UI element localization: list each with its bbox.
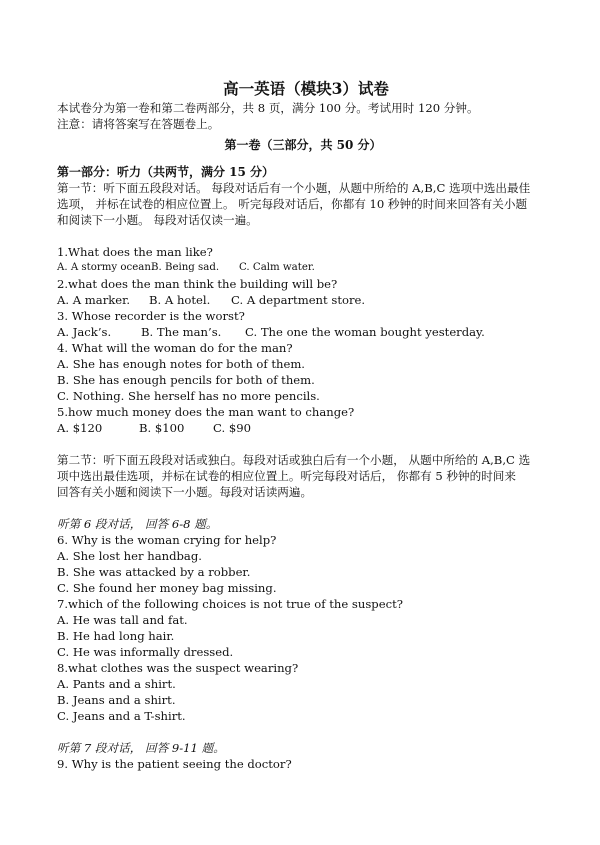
question-1-options <box>57 260 549 276</box>
question-9: 9. Why is the patient seeing the doctor? <box>57 757 292 771</box>
question-3: 3. Whose recorder is the worst? <box>57 309 245 323</box>
intro-line-2: 注意：请将答案写在答题卷上。 <box>57 117 220 131</box>
question-6: 6. Why is the woman crying for help? <box>57 533 277 547</box>
section1-instructions-line: 第一节：听下面五段段对话。 每段对话后有一个小题，从题中所给的 A,B,C 选项中选出最佳 <box>57 181 531 195</box>
section2-instructions-line: 第二节：听下面五段段对话或独白。每段对话或独白后有一个小题， 从题中所给的 A,B,C 选 <box>57 453 531 467</box>
question-7: 7.which of the following choices is not true of the suspect? <box>57 597 403 611</box>
question-5: 5.how much money does the man want to change? <box>57 405 355 419</box>
option-b: B. Being sad. <box>151 262 220 273</box>
option-a: A. A marker. <box>57 293 131 307</box>
question-4: 4. What will the woman do for the man? <box>57 341 293 355</box>
question-5-options <box>57 420 549 436</box>
option-b: B. A hotel. <box>149 293 211 307</box>
option-c: C. The one the woman bought yesterday. <box>245 325 485 339</box>
option-c: C. He was informally dressed. <box>57 645 234 659</box>
question-3-options <box>57 324 549 340</box>
option-b: B. Jeans and a shirt. <box>57 693 176 707</box>
section2-instructions <box>57 452 549 500</box>
section2-instructions-line: 项中选出最佳选项，并标在试卷的相应位置上。听完每段对话后， 你都有 5 秒钟的时间来 <box>57 469 516 483</box>
section1-instructions-line: 选项， 并标在试卷的相应位置上。 听完每段对话后，你都有 10 秒钟的时间来回答有关小题 <box>57 197 528 211</box>
option-b: B. She was attacked by a robber. <box>57 565 251 579</box>
option-c: C. Calm water. <box>239 262 315 273</box>
section1-instructions <box>57 180 549 228</box>
option-c: C. A department store. <box>231 293 366 307</box>
option-c: C. She found her money bag missing. <box>57 581 277 595</box>
question-1: 1.What does the man like? <box>57 245 213 259</box>
section2-instructions-line: 回答有关小题和阅读下一小题。每段对话读两遍。 <box>57 485 313 499</box>
dialog6-heading: 听第 6 段对话， 回答 6-8 题。 <box>57 517 218 531</box>
exam-title: 高一英语（模块3）试卷 <box>223 79 389 98</box>
section1-instructions-line: 和阅读下一小题。 每段对话仅读一遍。 <box>57 213 258 227</box>
option-b: B. $100 <box>139 421 185 435</box>
option-a: A. She lost her handbag. <box>57 549 202 563</box>
part1-heading: 第一部分：听力（共两节，满分 15 分） <box>57 165 275 179</box>
option-b: B. She has enough pencils for both of them. <box>57 373 315 387</box>
question-8: 8.what clothes was the suspect wearing? <box>57 661 299 675</box>
volume1-title: 第一卷（三部分，共 50 分） <box>224 138 382 152</box>
question-2-options <box>57 292 549 308</box>
option-a: A. He was tall and fat. <box>57 613 188 627</box>
option-c: C. Jeans and a T-shirt. <box>57 709 186 723</box>
option-b: B. He had long hair. <box>57 629 175 643</box>
exam-page <box>57 78 549 772</box>
option-a: A. A stormy ocean. <box>57 262 155 273</box>
option-b: B. The man’s. <box>141 325 222 339</box>
option-a: A. $120 <box>57 421 103 435</box>
dialog7-heading: 听第 7 段对话， 回答 9-11 题。 <box>57 741 225 755</box>
option-a: A. Pants and a shirt. <box>57 677 176 691</box>
option-a: A. She has enough notes for both of them. <box>57 357 305 371</box>
option-c: C. Nothing. She herself has no more pencils. <box>57 389 320 403</box>
question-2: 2.what does the man think the building will be? <box>57 277 338 291</box>
intro-line-1: 本试卷分为第一卷和第二卷两部分，共 8 页，满分 100 分。考试用时 120 分钟。 <box>57 101 479 115</box>
option-a: A. Jack’s. <box>57 325 112 339</box>
option-c: C. $90 <box>213 421 251 435</box>
